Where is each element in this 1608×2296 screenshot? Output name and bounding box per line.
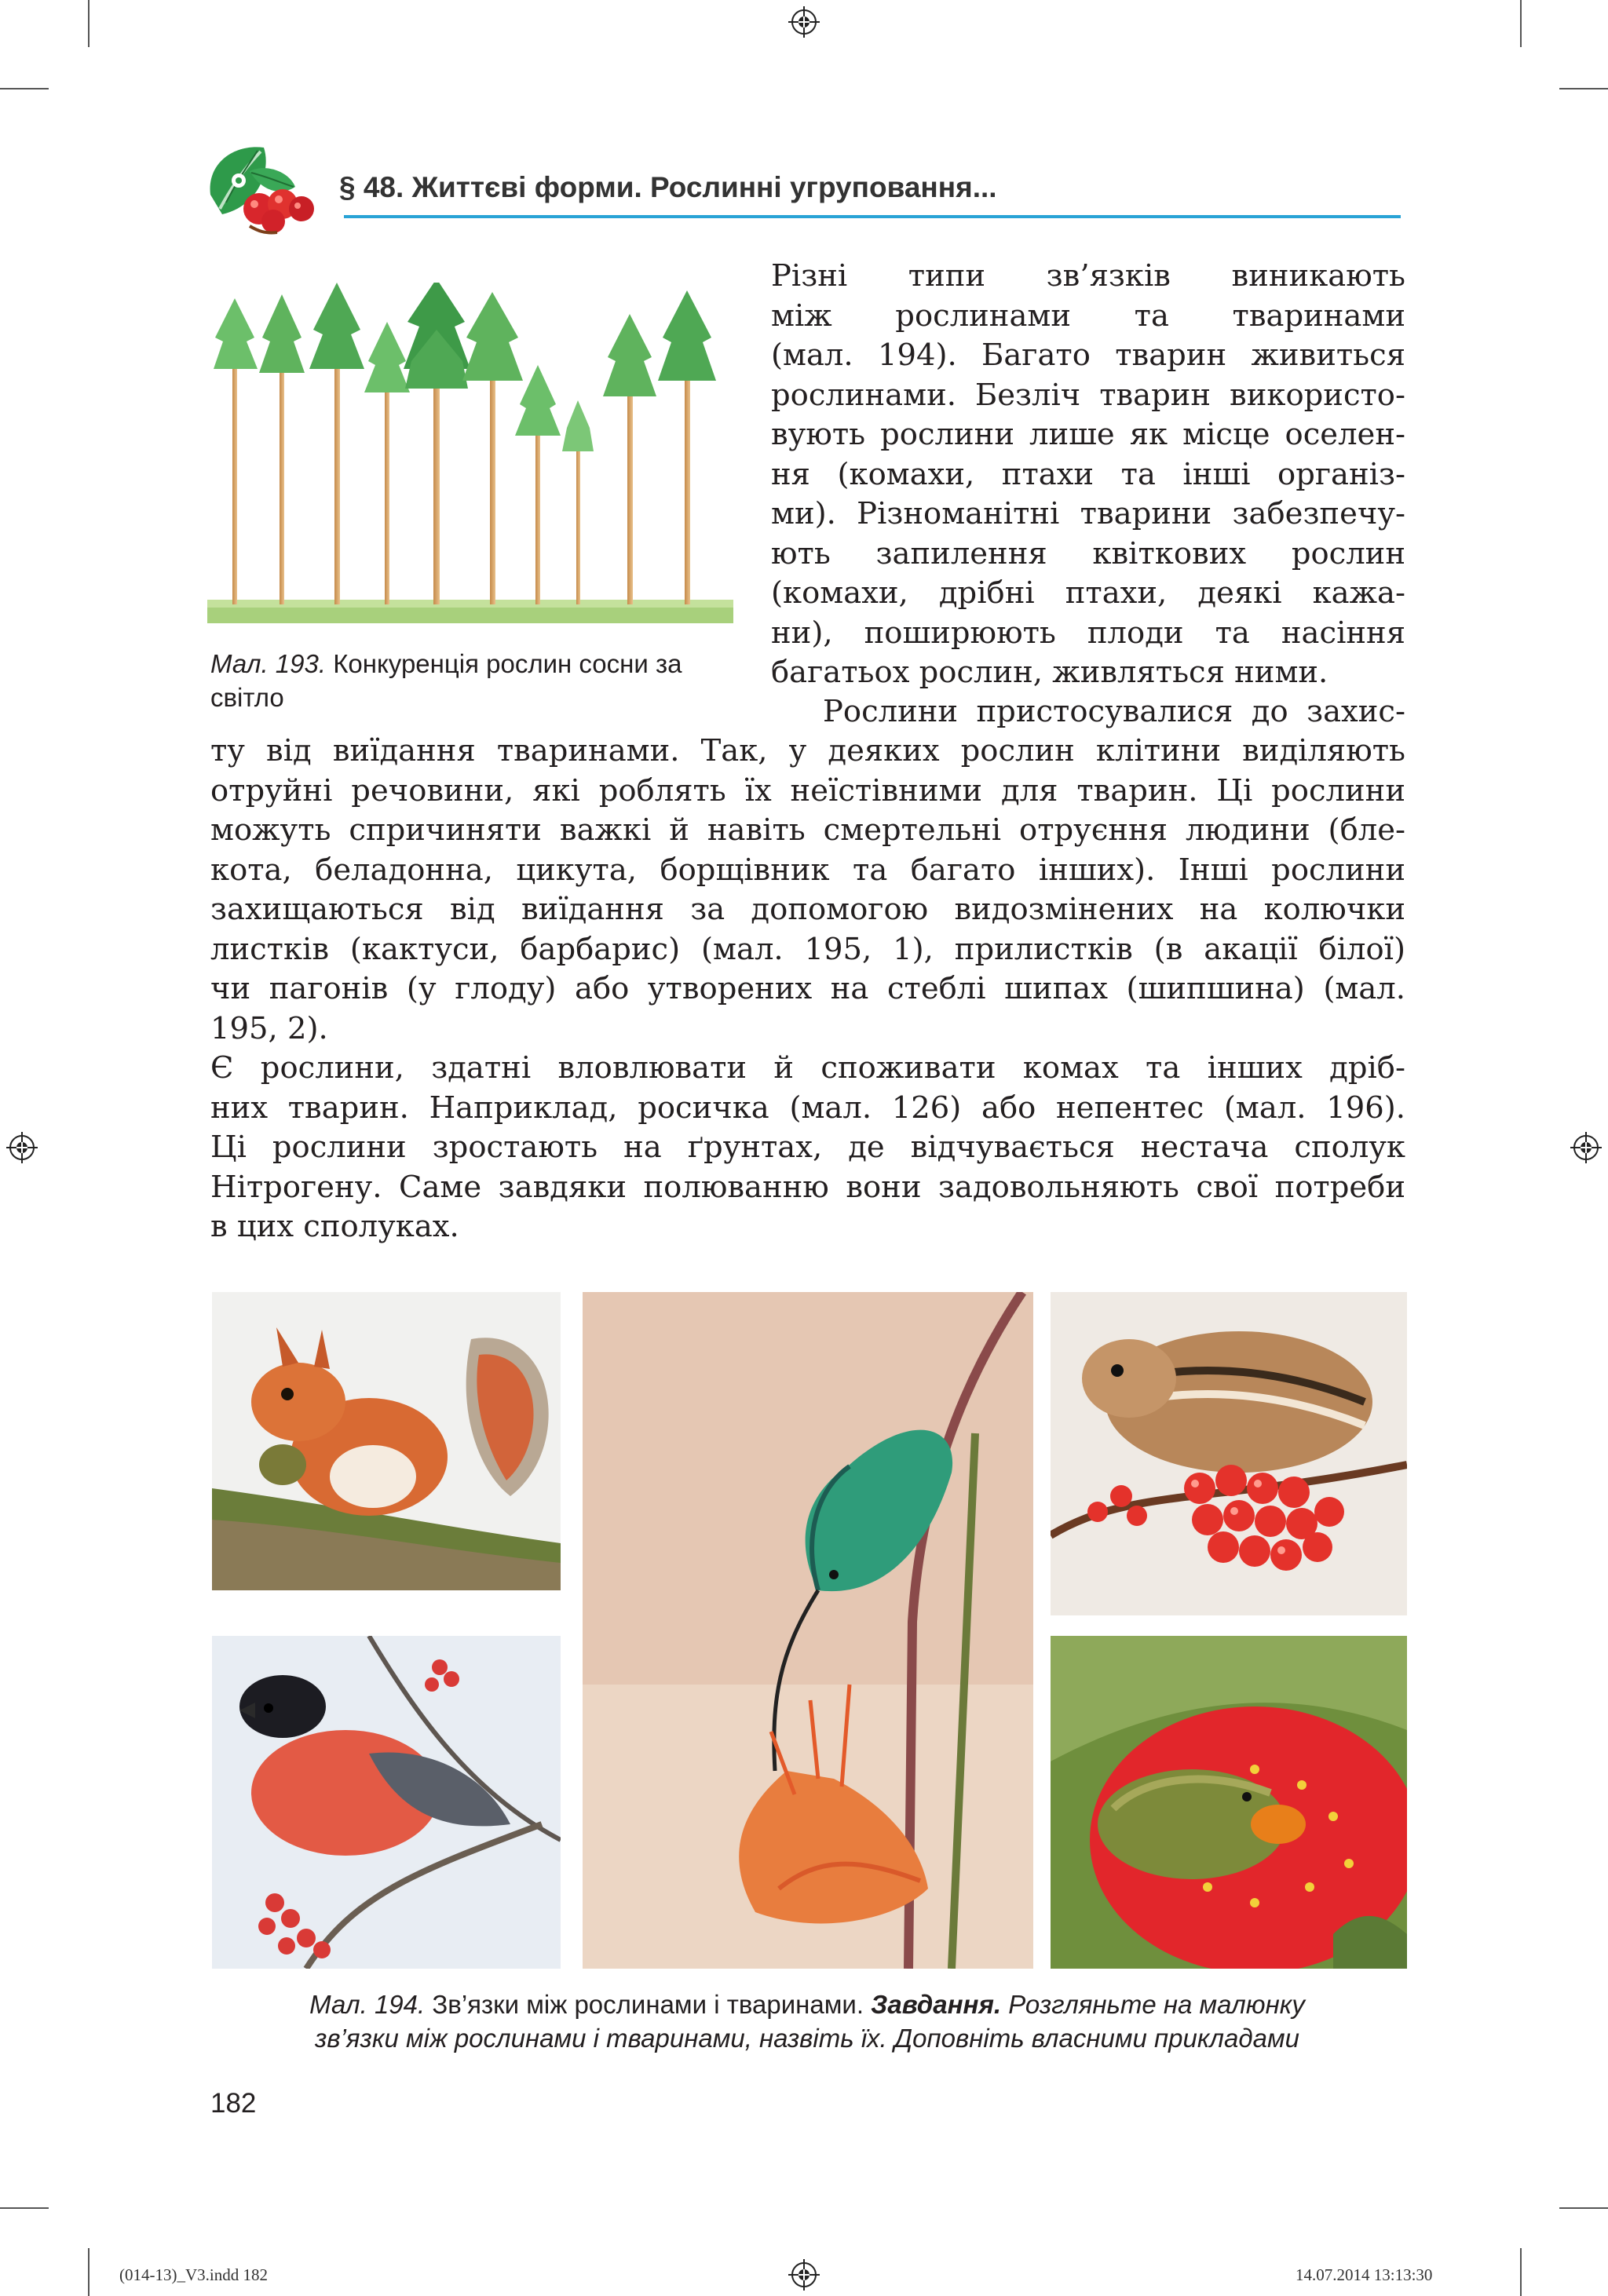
leaf-berry-logo-icon	[203, 140, 320, 237]
text-line: можуть спричиняти важкі й навіть смертельні отруєння людини (бле-	[210, 812, 1405, 848]
footer-datetime-slug: 14.07.2014 13:13:30	[1296, 2265, 1433, 2284]
caption-text: Зв’язки між рослинами і тваринами.	[432, 1990, 864, 2019]
pine-tree	[309, 283, 364, 604]
text-line: багатьох рослин, живляться ними.	[771, 655, 1328, 690]
text-line: 195, 2).	[210, 1010, 328, 1046]
text-line: між рослинами та тваринами	[771, 297, 1405, 334]
text-line: отруйні речовини, які роблять їх неїстівними для тварин. Ці рослини	[210, 772, 1405, 809]
pine-trees-illustration	[207, 283, 733, 628]
task-label: Завдання.	[871, 1990, 1002, 2019]
caption-label: Мал. 194.	[309, 1990, 426, 2019]
text-line: ту від виїдання тваринами. Так, у деяких рослин клітини виділяють	[210, 733, 1405, 768]
registration-mark-icon	[1570, 1132, 1602, 1163]
text-line: вують рослини лише як місце оселен-	[771, 417, 1405, 452]
text-line: Рослини пристосувалися до захис-	[823, 694, 1405, 729]
text-line: чи пагонів (у глоду) або утворених на стеблі шипах (шипшина) (мал.	[210, 971, 1405, 1006]
crop-mark	[1520, 2248, 1522, 2296]
task-text: Розгляньте на малюнку	[1008, 1990, 1305, 2019]
caption-text: світло	[210, 683, 284, 712]
text-line: листків (кактуси, барбарис) (мал. 195, 1), прилистків (в акації білої)	[210, 931, 1405, 967]
pine-tree	[404, 283, 470, 604]
footer-file-slug: (014-13)_V3.indd 182	[119, 2265, 268, 2284]
text-line: ють запилення квіткових рослин	[771, 535, 1405, 571]
crop-mark	[0, 2207, 49, 2209]
text-line: в цих сполуках.	[210, 1209, 459, 1244]
text-line: рослинами. Безліч тварин використо-	[771, 377, 1405, 413]
pine-tree	[603, 314, 656, 604]
pine-tree	[658, 290, 716, 604]
paragraph-3	[210, 1049, 1405, 1247]
caption-label: Мал. 193.	[210, 649, 327, 678]
text-line: них тварин. Наприклад, росичка (мал. 126) або непентес (мал. 196).	[210, 1090, 1405, 1126]
bullfinch-photo	[212, 1636, 561, 1969]
text-line: (комахи, дрібні птахи, деякі кажа-	[771, 575, 1405, 611]
pine-tree	[462, 292, 523, 604]
text-line: захищаються від виїдання за допомогою видозмінених на колючки	[210, 892, 1405, 927]
chipmunk-photo	[1051, 1292, 1407, 1615]
pine-tree	[562, 400, 594, 604]
registration-mark-icon	[6, 1132, 38, 1163]
pine-tree	[259, 294, 305, 604]
pine-tree	[515, 365, 561, 604]
crop-mark	[88, 2248, 90, 2296]
pine-tree	[364, 322, 410, 604]
page-number: 182	[210, 2088, 257, 2119]
text-line: ми). Різноманітні тварини забезпечу-	[771, 496, 1405, 531]
section-title: § 48. Життєві форми. Рослинні угруповання...	[339, 171, 997, 203]
crop-mark	[0, 88, 49, 89]
text-line: Ці рослини зростають на ґрунтах, де відчувається нестача сполук	[210, 1130, 1405, 1165]
header-rule	[344, 215, 1401, 218]
task-text: зв’язки між рослинами і тваринами, назвіть їх. Доповніть власними прикладами	[315, 2024, 1299, 2053]
registration-mark-icon	[788, 6, 820, 38]
registration-mark-icon	[788, 2259, 820, 2291]
figure-194-caption	[236, 1988, 1379, 2055]
squirrel-photo	[212, 1292, 561, 1590]
text-line: ни), поширюють плоди та насіння	[771, 615, 1405, 651]
honey-possum-photo	[1051, 1636, 1407, 1969]
paragraph-2-first-line	[823, 692, 1405, 732]
text-line: (мал. 194). Багато тварин живиться	[771, 338, 1405, 373]
caption-text: Конкуренція рослин сосни за	[333, 649, 682, 678]
sunbird-photo	[583, 1292, 1033, 1969]
crop-mark	[88, 0, 90, 47]
text-line: Нітрогену. Саме завдяки полюванню вони задовольняють свої потреби	[210, 1169, 1405, 1205]
text-line: ня (комахи, птахи та інші організ-	[771, 456, 1405, 492]
text-line: Є рослини, здатні вловлювати й споживати комах та інших дріб-	[210, 1050, 1405, 1086]
figure-193-caption	[210, 647, 741, 714]
text-line: кота, беладонна, цикута, борщівник та багато інших). Інші рослини	[210, 852, 1405, 888]
crop-mark	[1520, 0, 1522, 47]
text-line: Різні типи зв’язків виникають	[771, 258, 1405, 294]
crop-mark	[1559, 2207, 1608, 2209]
pine-tree	[214, 298, 258, 604]
crop-mark	[1559, 88, 1608, 89]
paragraph-1	[771, 257, 1405, 693]
paragraph-2	[210, 732, 1405, 1049]
